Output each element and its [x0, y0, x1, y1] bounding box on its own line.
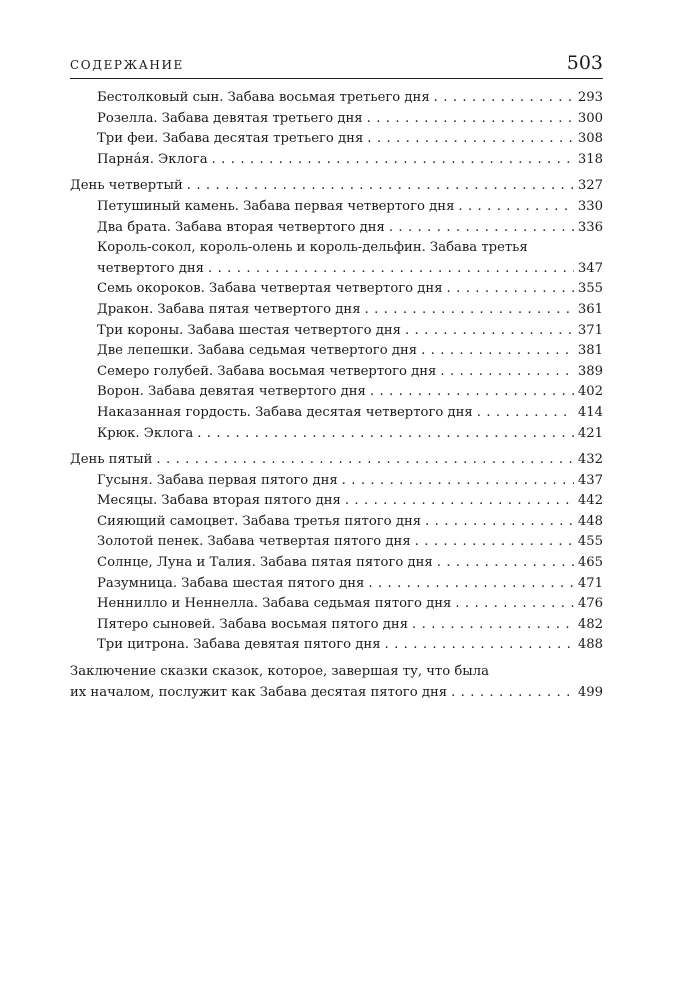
entry-page: 476 [577, 596, 603, 612]
dot-leader [434, 88, 574, 109]
toc-entry[interactable] [97, 362, 603, 383]
dot-leader [367, 109, 574, 130]
part-day-four[interactable] [70, 176, 603, 197]
entry-page: 389 [577, 363, 603, 379]
dot-leader [455, 594, 574, 615]
toc-entry-multiline[interactable] [97, 238, 603, 279]
page-number: 503 [566, 52, 603, 74]
entry-page: 421 [577, 425, 603, 441]
dot-leader [451, 683, 574, 704]
dot-leader [437, 553, 574, 574]
entry-title-line2: четвертого дня [97, 260, 204, 276]
dot-leader [367, 129, 574, 150]
entry-title-line1: Король-сокол, король-олень и король-дельфин. Забава третья [97, 240, 528, 256]
table-of-contents [70, 88, 603, 703]
entry-title: Семь окороков. Забава четвертая четвертого дня [97, 281, 443, 297]
closing-title-line1: Заключение сказки сказок, которое, завершая ту, что была [70, 664, 490, 680]
entry-page: 308 [577, 131, 603, 147]
entry-title: Золотой пенек. Забава четвертая пятого дня [97, 534, 411, 550]
entry-page: 437 [577, 472, 603, 488]
entry-page: 293 [577, 90, 603, 105]
toc-entry[interactable] [97, 382, 603, 403]
entry-title: Три цитрона. Забава девятая пятого дня [97, 637, 381, 653]
dot-leader [212, 150, 574, 171]
entry-page: 488 [577, 637, 603, 653]
entry-page: 361 [577, 301, 603, 317]
entry-title: Петушиный камень. Забава первая четвертого дня [97, 198, 455, 214]
entry-page: 471 [577, 575, 603, 591]
toc-entry[interactable] [97, 424, 603, 445]
part-title: День четвертый [70, 178, 183, 194]
entry-page: 336 [577, 219, 603, 235]
toc-entry-closing[interactable] [70, 662, 603, 703]
toc-entry[interactable] [97, 574, 603, 595]
closing-title-line2: их началом, послужит как Забава десятая пятого дня [70, 684, 448, 700]
dot-leader [385, 635, 574, 656]
dot-leader [477, 403, 574, 424]
toc-entry[interactable] [97, 218, 603, 239]
entry-page: 482 [577, 616, 603, 632]
entry-title: Месяцы. Забава вторая пятого дня [97, 493, 341, 509]
toc-entry[interactable] [97, 109, 603, 130]
entry-title: Гусыня. Забава первая пятого дня [97, 472, 338, 488]
toc-entry[interactable] [97, 594, 603, 615]
dot-leader [389, 218, 574, 239]
toc-entry[interactable] [97, 341, 603, 362]
dot-leader [425, 512, 574, 533]
entry-title: Три короны. Забава шестая четвертого дня [97, 322, 401, 338]
entry-title: Два брата. Забава вторая четвертого дня [97, 219, 385, 235]
entry-title: Солнце, Луна и Талия. Забава пятая пятого дня [97, 555, 433, 571]
toc-entry[interactable] [97, 491, 603, 512]
entry-page: 499 [577, 684, 603, 700]
toc-entry[interactable] [97, 129, 603, 150]
toc-entry[interactable] [97, 512, 603, 533]
entry-page: 330 [577, 198, 603, 214]
dot-leader [197, 424, 574, 445]
entry-page: 448 [577, 513, 603, 529]
entry-page: 347 [577, 260, 603, 276]
part-title: День пятый [70, 452, 153, 468]
entry-title: Ворон. Забава девятая четвертого дня [97, 384, 366, 400]
toc-entry[interactable] [97, 321, 603, 342]
dot-leader [345, 491, 574, 512]
dot-leader [365, 300, 574, 321]
entry-title: Две лепешки. Забава седьмая четвертого дня [97, 343, 418, 359]
part-page: 327 [577, 178, 603, 194]
toc-entry[interactable] [97, 532, 603, 553]
dot-leader [342, 471, 574, 492]
entry-page: 355 [577, 281, 603, 297]
toc-entry[interactable] [97, 150, 603, 171]
dot-leader [447, 279, 574, 300]
part-day-five[interactable] [70, 450, 603, 471]
toc-entry[interactable] [97, 471, 603, 492]
entry-page: 414 [577, 404, 603, 420]
entry-page: 381 [577, 343, 603, 359]
dot-leader [421, 341, 574, 362]
toc-entry[interactable] [97, 279, 603, 300]
entry-title: Крюк. Эклога [97, 425, 194, 441]
entry-page: 300 [577, 110, 603, 126]
entry-page: 318 [577, 151, 603, 167]
entry-title: Ненниллo и Неннелла. Забава седьмая пятого дня [97, 596, 452, 612]
dot-leader [412, 615, 574, 636]
toc-entry[interactable] [97, 197, 603, 218]
dot-leader [440, 362, 573, 383]
part-page: 432 [577, 452, 603, 468]
entry-title: Сияющий самоцвет. Забава третья пятого дня [97, 513, 422, 529]
dot-leader [187, 176, 574, 197]
dot-leader [368, 574, 573, 595]
entry-title: Три феи. Забава десятая третьего дня [97, 131, 364, 147]
entry-page: 442 [577, 493, 603, 509]
entry-page: 465 [577, 555, 603, 571]
entry-page: 455 [577, 534, 603, 550]
dot-leader [156, 450, 573, 471]
dot-leader [405, 321, 574, 342]
dot-leader [458, 197, 573, 218]
entry-page: 402 [577, 384, 603, 400]
dot-leader [370, 382, 574, 403]
entry-page: 371 [577, 322, 603, 338]
toc-entry[interactable] [97, 553, 603, 574]
entry-title: Розелла. Забава девятая третьего дня [97, 110, 363, 126]
entry-title: Семеро голубей. Забава восьмая четвертого дня [97, 363, 437, 379]
entry-title: Разумница. Забава шестая пятого дня [97, 575, 365, 591]
dot-leader [415, 532, 574, 553]
entry-title: Пятеро сыновей. Забава восьмая пятого дня [97, 616, 409, 632]
entry-title: Наказанная гордость. Забава десятая четвертого дня [97, 404, 473, 420]
dot-leader [208, 259, 574, 280]
toc-entry[interactable] [97, 300, 603, 321]
entry-title: Бестолковый сын. Забава восьмая третьего дня [97, 90, 430, 105]
running-header [70, 52, 603, 79]
entry-title: Дракон. Забава пятая четвертого дня [97, 301, 361, 317]
toc-entry[interactable] [97, 615, 603, 636]
toc-entry[interactable] [97, 635, 603, 656]
section-title: СОДЕРЖАНИЕ [70, 58, 184, 72]
entry-title: Парнáя. Эклога [97, 151, 208, 167]
toc-entry[interactable] [97, 88, 603, 109]
toc-entry[interactable] [97, 403, 603, 424]
